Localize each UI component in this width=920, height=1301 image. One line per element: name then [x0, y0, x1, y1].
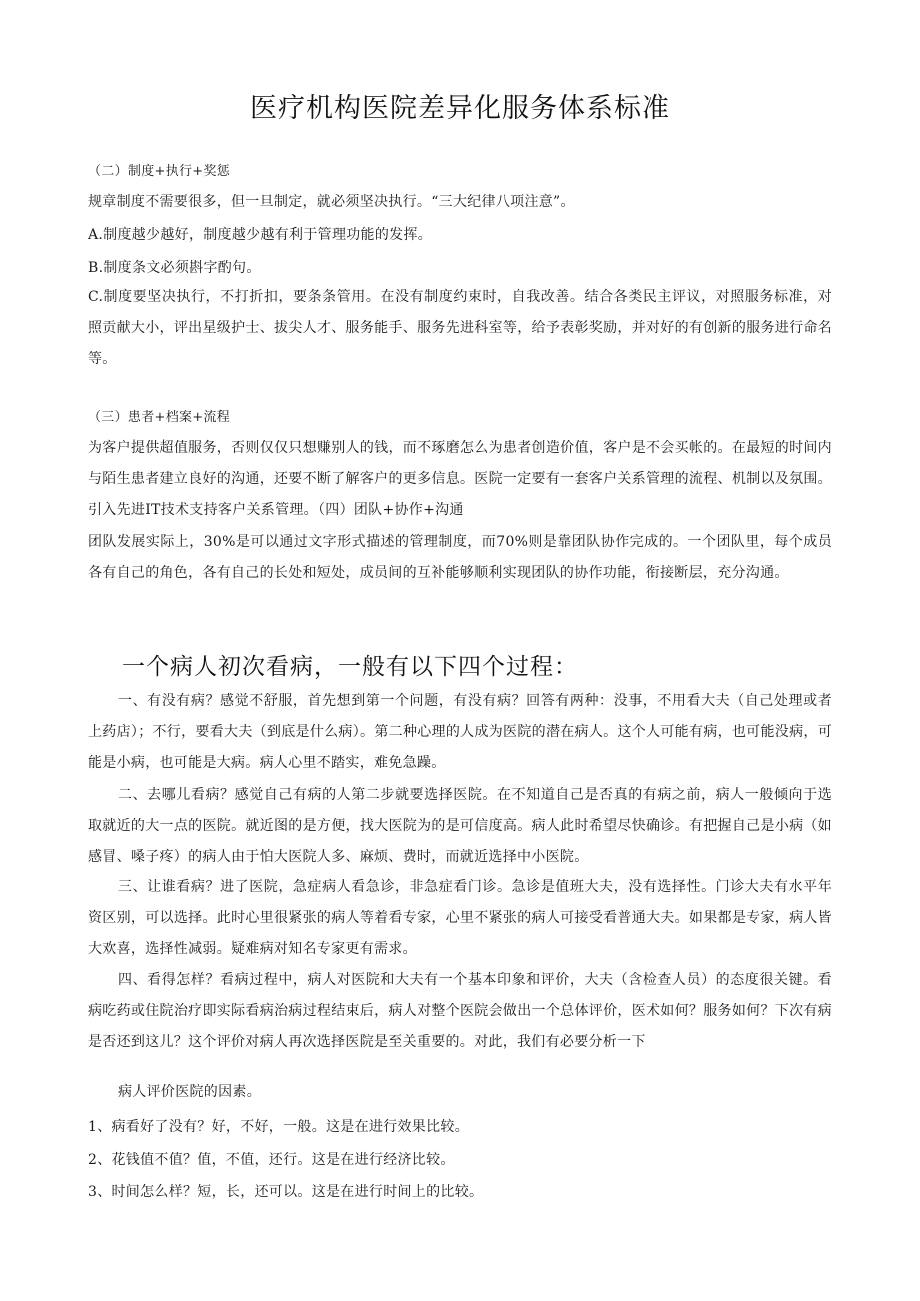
section3-body: 为客户提供超值服务，否则仅仅只想赚别人的钱，而不琢磨怎么为患者创造价值，客户是不会买帐的。在最短的时间内与陌生患者建立良好的沟通，还要不断了解客户的更多信息。医院一定要有一套客户关系管理的流程、机制以及氛围。引入先进IT技术支持客户关系管理。（四）团队+协作+沟通 [88, 440, 832, 518]
factor-item-2: 2、花钱值不值？值，不值，还行。这是在进行经济比较。 [88, 1152, 455, 1168]
factor-item-1: 1、病看好了没有？好，不好，一般。这是在进行效果比较。 [88, 1119, 470, 1135]
process-heading: 一个病人初次看病，一般有以下四个过程： [122, 654, 578, 680]
factor-item-3: 3、时间怎么样？短，长，还可以。这是在进行时间上的比较。 [88, 1184, 484, 1200]
section2-heading: （二）制度+执行+奖惩 [88, 164, 231, 179]
process-step-2: 二、去哪儿看病？感觉自己有病的人第二步就要选择医院。在不知道自己是否真的有病之前，病人一般倾向于选取就近的大一点的医院。就近图的是方便，找大医院为的是可信度高。病人此时希望尽快确诊。有把握自己是小病（如感冒、嗓子疼）的病人由于怕大医院人多、麻烦、费时，而就近选择中小医院。 [88, 787, 832, 865]
document-title: 医疗机构医院差异化服务体系标准 [250, 93, 670, 124]
section3-heading: （三）患者+档案+流程 [88, 410, 231, 425]
process-step-1: 一、有没有病？感觉不舒服，首先想到第一个问题，有没有病？回答有两种：没事，不用看大夫（自己处理或者上药店）；不行，要看大夫（到底是什么病）。第二种心理的人成为医院的潜在病人。这个人可能有病，也可能没病，可能是小病，也可能是大病。病人心里不踏实，难免急躁。 [88, 693, 832, 771]
section2-intro: 规章制度不需要很多，但一旦制定，就必须坚决执行。“三大纪律八项注意”。 [88, 194, 575, 210]
section2-item-c: C.制度要坚决执行，不打折扣，要条条管用。在没有制度约束时，自我改善。结合各类民主评议，对照服务标准，对照贡献大小，评出星级护士、拔尖人才、服务能手、服务先进科室等，给予表彰奖励，并对好的有创新的服务进行命名等。 [88, 289, 832, 367]
process-step-4: 四、看得怎样？看病过程中，病人对医院和大夫有一个基本印象和评价，大夫（含检查人员）的态度很关键。看病吃药或住院治疗即实际看病治病过程结束后，病人对整个医院会做出一个总体评价，医术如何？服务如何？下次有病是否还到这儿？这个评价对病人再次选择医院是至关重要的。对此，我们有必要分析一下 [88, 972, 832, 1050]
team-paragraph: 团队发展实际上，30%是可以通过文字形式描述的管理制度，而70%则是靠团队协作完成的。一个团队里，每个成员各有自己的角色，各有自己的长处和短处，成员间的互补能够顺利实现团队的协作功能，衔接断层，充分沟通。 [88, 534, 832, 581]
section2-item-a: A.制度越少越好，制度越少越有利于管理功能的发挥。 [88, 227, 433, 243]
factors-intro: 病人评价医院的因素。 [118, 1084, 261, 1100]
process-step-3: 三、让谁看病？进了医院，急症病人看急诊，非急症看门诊。急诊是值班大夫，没有选择性。门诊大夫有水平年资区别，可以选择。此时心里很紧张的病人等着看专家，心里不紧张的病人可接受看普通大夫。如果都是专家，病人皆大欢喜，选择性减弱。疑难病对知名专家更有需求。 [88, 879, 832, 957]
section2-item-b: B.制度条文必须斟字酌句。 [88, 260, 261, 276]
